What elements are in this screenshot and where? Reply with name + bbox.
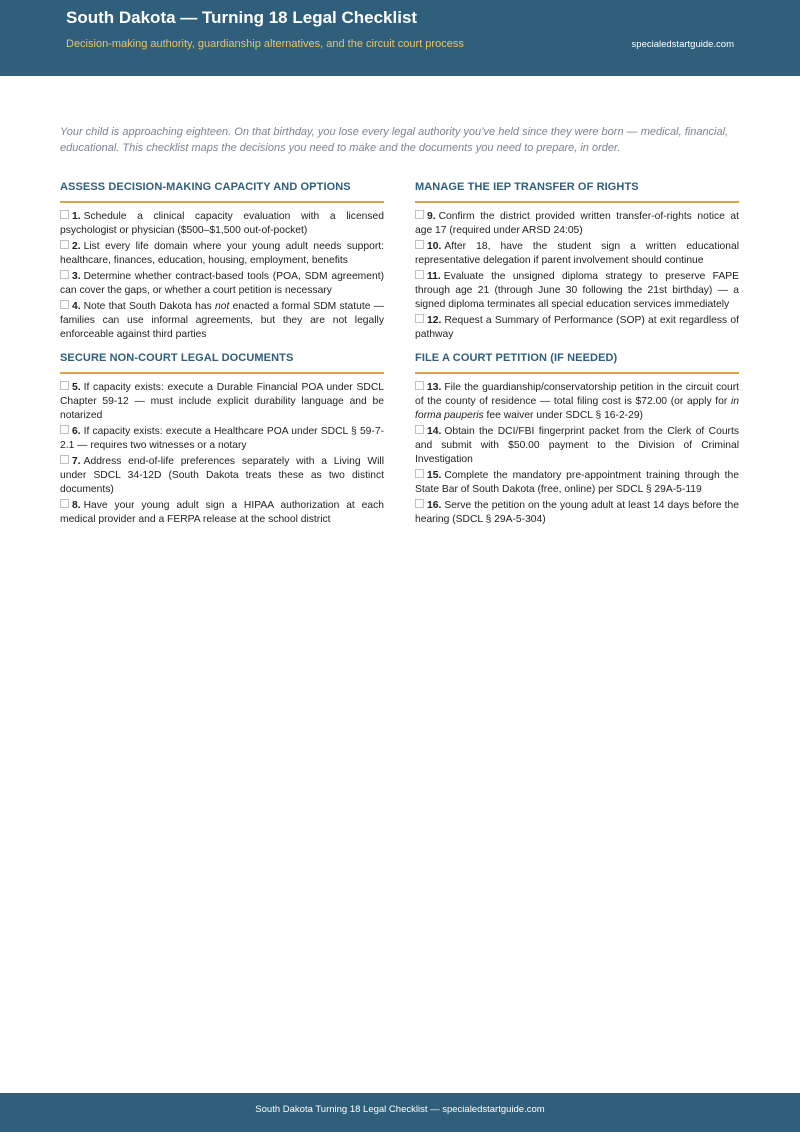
section-heading: MANAGE THE IEP TRANSFER OF RIGHTS xyxy=(415,181,739,203)
checklist xyxy=(60,210,384,342)
checkbox-icon[interactable] xyxy=(415,270,424,279)
checklist-item xyxy=(415,469,739,497)
item-number: 7. xyxy=(72,456,81,467)
section-court-petition xyxy=(415,352,739,527)
page-title: South Dakota — Turning 18 Legal Checklist xyxy=(66,8,418,27)
checklist-item xyxy=(60,270,384,298)
section-assess xyxy=(60,181,384,342)
checkbox-icon[interactable] xyxy=(415,425,424,434)
site-url: specialedstartguide.com xyxy=(631,39,734,50)
checkbox-icon[interactable] xyxy=(60,455,69,464)
item-text: If capacity exists: execute a Durable Financial POA under SDCL Chapter 59-12 — must include explicit durability language and be notarized xyxy=(60,382,384,421)
checklist-item xyxy=(60,210,384,238)
checklist-item xyxy=(60,381,384,423)
checklist-item xyxy=(415,314,739,342)
item-text: Confirm the district provided written transfer-of-rights notice at age 17 (required under ARSD 24:05) xyxy=(415,211,739,236)
checkbox-icon[interactable] xyxy=(60,381,69,390)
checklist-item xyxy=(415,270,739,312)
item-emphasis: not xyxy=(215,301,230,312)
checkbox-icon[interactable] xyxy=(415,240,424,249)
checklist xyxy=(415,210,739,342)
checklist-item xyxy=(60,300,384,342)
page-header xyxy=(0,0,800,76)
page-subtitle: Decision-making authority, guardianship alternatives, and the circuit court process xyxy=(66,38,464,50)
item-text: Evaluate the unsigned diploma strategy to preserve FAPE through age 21 (through June 30 following the 21st birthday) — a signed diploma terminates all special education services immediately xyxy=(415,271,739,310)
item-number: 14. xyxy=(427,426,442,437)
page-footer xyxy=(0,1093,800,1132)
item-text: If capacity exists: execute a Healthcare POA under SDCL § 59-7-2.1 — requires two witnesses or a notary xyxy=(60,426,384,451)
right-column xyxy=(415,181,739,529)
checkbox-icon[interactable] xyxy=(415,210,424,219)
checkbox-icon[interactable] xyxy=(60,300,69,309)
checkbox-icon[interactable] xyxy=(415,469,424,478)
section-non-court xyxy=(60,352,384,527)
footer-text: South Dakota Turning 18 Legal Checklist — specialedstartguide.com xyxy=(255,1104,545,1115)
item-number: 6. xyxy=(72,426,81,437)
checklist-item xyxy=(415,381,739,423)
item-number: 15. xyxy=(427,470,442,481)
checkbox-icon[interactable] xyxy=(60,240,69,249)
item-number: 12. xyxy=(427,315,442,326)
item-number: 5. xyxy=(72,382,81,393)
checklist-item xyxy=(60,499,384,527)
item-number: 8. xyxy=(72,500,81,511)
item-number: 16. xyxy=(427,500,442,511)
item-text: Note that South Dakota has xyxy=(83,301,215,312)
item-text: Request a Summary of Performance (SOP) at exit regardless of pathway xyxy=(415,315,739,340)
section-iep xyxy=(415,181,739,342)
checklist-item xyxy=(60,455,384,497)
checklist xyxy=(415,381,739,527)
checklist-item xyxy=(415,499,739,527)
item-text: Address end-of-life preferences separately with a Living Will under SDCL 34-12D (South Dakota treats these as two distinct documents) xyxy=(60,456,384,495)
item-number: 9. xyxy=(427,211,436,222)
checkbox-icon[interactable] xyxy=(60,499,69,508)
item-number: 11. xyxy=(427,271,441,282)
item-text: Serve the petition on the young adult at least 14 days before the hearing (SDCL § 29A-5-304) xyxy=(415,500,739,525)
intro-text: Your child is approaching eighteen. On that birthday, you lose every legal authority you’ve held since they were born — medical, financial, educational. This checklist maps the decisions you need to make and the documents you need to prepare, in order. xyxy=(60,126,729,154)
checkbox-icon[interactable] xyxy=(415,499,424,508)
checkbox-icon[interactable] xyxy=(60,425,69,434)
item-number: 10. xyxy=(427,241,442,252)
item-text: Obtain the DCI/FBI fingerprint packet from the Clerk of Courts and submit with $50.00 payment to the Division of Criminal Investigation xyxy=(415,426,739,465)
item-number: 13. xyxy=(427,382,442,393)
item-number: 2. xyxy=(72,241,81,252)
item-text: After 18, have the student sign a written educational representative delegation if parent involvement should continue xyxy=(415,241,739,266)
item-text: File the guardianship/conservatorship petition in the circuit court of the county of residence — total filing cost is $72.00 (or apply for xyxy=(415,382,739,407)
section-heading: SECURE NON-COURT LEGAL DOCUMENTS xyxy=(60,352,384,374)
item-text: Determine whether contract-based tools (POA, SDM agreement) can cover the gaps, or whether a court petition is necessary xyxy=(60,271,384,296)
item-emphasis: in forma pauperis xyxy=(415,396,739,421)
item-text: Schedule a clinical capacity evaluation with a licensed psychologist or physician ($500–$1,500 out-of-pocket) xyxy=(60,211,384,236)
checklist-item xyxy=(415,210,739,238)
checklist xyxy=(60,381,384,527)
item-text: Complete the mandatory pre-appointment training through the State Bar of South Dakota (free, online) per SDCL § 29A-5-119 xyxy=(415,470,739,495)
checklist-item xyxy=(60,425,384,453)
checklist-item xyxy=(415,425,739,467)
item-number: 1. xyxy=(72,211,81,222)
left-column xyxy=(60,181,384,529)
checklist-item xyxy=(60,240,384,268)
checkbox-icon[interactable] xyxy=(415,381,424,390)
checkbox-icon[interactable] xyxy=(60,210,69,219)
item-text: fee waiver under SDCL § 16-2-29) xyxy=(483,410,643,421)
item-text: List every life domain where your young adult needs support: healthcare, finances, education, housing, employment, benefits xyxy=(60,241,384,266)
item-number: 3. xyxy=(72,271,81,282)
checklist-item xyxy=(415,240,739,268)
item-text: Have your young adult sign a HIPAA authorization at each medical provider and a FERPA release at the school district xyxy=(60,500,384,525)
section-heading: FILE A COURT PETITION (IF NEEDED) xyxy=(415,352,739,374)
checkbox-icon[interactable] xyxy=(415,314,424,323)
item-number: 4. xyxy=(72,301,81,312)
checkbox-icon[interactable] xyxy=(60,270,69,279)
item-text: enacted a formal SDM statute — families can use informal agreements, but they are not legally enforceable against third parties xyxy=(60,301,384,340)
section-heading: ASSESS DECISION-MAKING CAPACITY AND OPTIONS xyxy=(60,181,384,203)
